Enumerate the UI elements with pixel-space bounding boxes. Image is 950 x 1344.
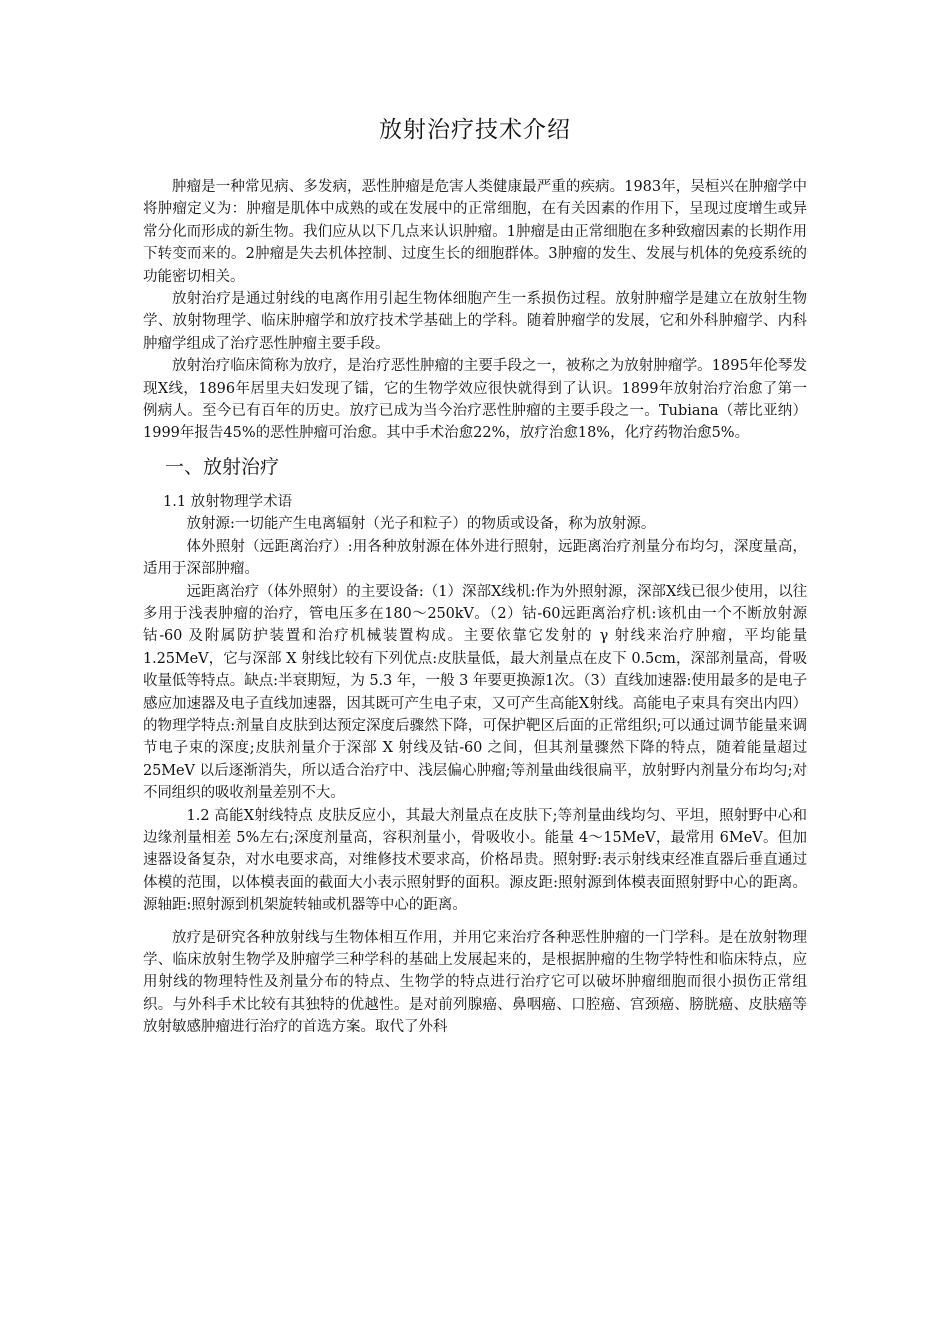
- paragraph-radiotherapy-overview: 放疗是研究各种放射线与生物体相互作用，并用它来治疗各种恶性肿瘤的一门学科。是在放射物理学、临床放射生物学及肿瘤学三种学科的基础上发展起来的，是根据肿瘤的生物学特性和临床特点，应用射线的物理特性及剂量分布的特点、生物学的特点进行治疗它可以破坏肿瘤细胞而很小损伤正常组织。与外科手术比较有其独特的优越性。是对前列腺癌、鼻咽癌、口腔癌、宫颈癌、膀胱癌、皮肤癌等放射敏感肿瘤进行治疗的首选方案。取代了外科: [143, 929, 807, 1036]
- paragraph-external-irradiation: 体外照射（远距离治疗）:用各种放射源在体外进行照射，远距离治疗剂量分布均匀，深度量高，适用于深部肿瘤。: [143, 538, 807, 578]
- paragraph-main-equipment: 远距离治疗（体外照射）的主要设备:（1）深部X线机:作为外照射源，深部X线已很少使用，以往多用于浅表肿瘤的治疗，管电压多在180～250kV。（2）钴-60远距离治疗机:该机由一个不断放射源钴-60 及附属防护装置和治疗机械装置构成。主要依靠它发射的 γ 射线来治疗肿瘤，平均能量 1.25MeV，它与深部 X 射线比较有下列优点:皮肤量低，最大剂量点在皮下 0.5cm，深部剂量高，骨吸收量低等特点。缺点:半衰期短，为 5.3 年，一般 3 年要更换源1次。（3）直线加速器:使用最多的是电子感应加速器及电子直线加速器，因其既可产生电子束，又可产生高能X射线。高能电子束具有突出内四） 的物理学特点:剂量自皮肤到达预定深度后骤然下降，可保护靶区后面的正常组织;可以通过调节能量来调节电子束的深度;皮肤剂量介于深部 X 射线及钴-60 之间，但其剂量骤然下降的特点，随着能量超过 25MeV 以后逐渐消失，所以适合治疗中、浅层偏心肿瘤;等剂量曲线很扁平，放射野内剂量分布均匀;对不同组织的吸收剂量差别不大。: [143, 583, 807, 802]
- paragraph-intro-2: 放射治疗是通过射线的电离作用引起生物体细胞产生一系损伤过程。放射肿瘤学是建立在放射生物学、放射物理学、临床肿瘤学和放疗技术学基础上的学科。随着肿瘤学的发展，它和外科肿瘤学、内科肿瘤学组成了治疗恶性肿瘤主要手段。: [143, 291, 807, 352]
- paragraph-intro-1: 肿瘤是一种常见病、多发病，恶性肿瘤是危害人类健康最严重的疾病。1983年，吴桓兴在肿瘤学中将肿瘤定义为：肿瘤是肌体中成熟的或在发展中的正常细胞，在有关因素的作用下，呈现过度增生或异常分化而形成的新生物。我们应从以下几点来认识肿瘤。1肿瘤是由正常细胞在多种致瘤因素的长期作用下转变而来的。2肿瘤是失去机体控制、过度生长的细胞群体。3肿瘤的发生、发展与机体的免疫系统的功能密切相关。: [143, 179, 807, 285]
- paragraph-high-energy-xray: 1.2 高能X射线特点 皮肤反应小，其最大剂量点在皮肤下;等剂量曲线均匀、平坦，照射野中心和边缘剂量相差 5%左右;深度剂量高，容积剂量小，骨吸收小。能量 4～15MeV，最常用 6MeV。但加速器设备复杂，对水电要求高，对维修技术要求高，价格昂贵。照射野:表示射线束经准直器后垂直通过体模的范围，以体模表面的截面大小表示照射野的面积。源皮距:照射源到体模表面照射野中心的距离。源轴距:照射源到机架旋转轴或机器等中心的距离。: [143, 807, 807, 914]
- paragraph-radiation-source: 放射源:一切能产生电离辐射（光子和粒子）的物质或设备，称为放射源。: [186, 516, 656, 533]
- section-heading-1: 一、放射治疗: [165, 455, 280, 478]
- subsection-heading-1-1: 1.1 放射物理学术语: [163, 493, 293, 510]
- page-title: 放射治疗技术介绍: [379, 117, 571, 143]
- paragraph-intro-3: 放射治疗临床简称为放疗，是治疗恶性肿瘤的主要手段之一，被称之为放射肿瘤学。1895年伦琴发现X线，1896年居里夫妇发现了镭，它的生物学效应很快就得到了认识。1899年放射治疗治愈了第一例病人。至今已有百年的历史。放疗已成为当今治疗恶性肿瘤的主要手段之一。Tubiana（蒂比亚纳）1999年报告45%的恶性肿瘤可治愈。其中手术治愈22%，放疗治愈18%，化疗药物治愈5%。: [143, 358, 807, 442]
